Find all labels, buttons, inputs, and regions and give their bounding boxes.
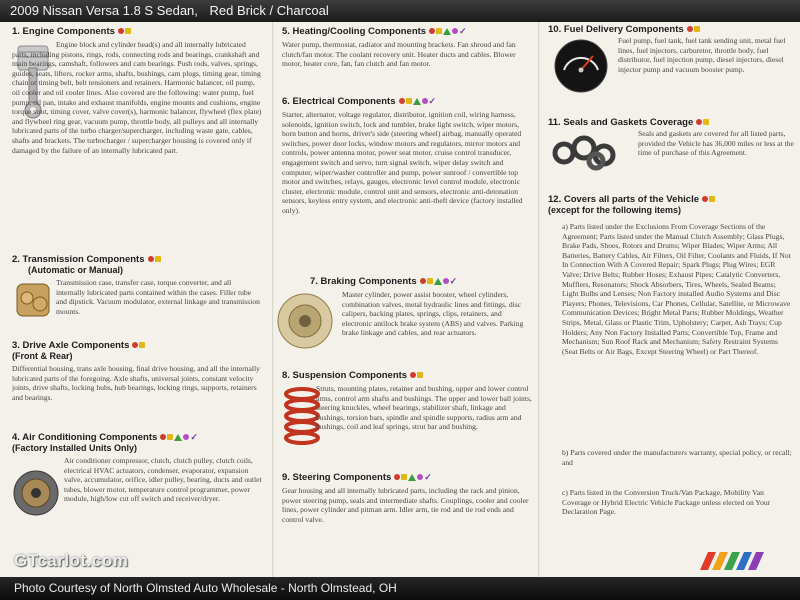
- title-bar: [0, 0, 800, 22]
- air-conditioning-text: Air conditioner compressor, clutch, clutch pulley, clutch coils, electrical HVAC actuators, condenser, evaporator, expansion valve, accumulator, orifice, idler pulley, bearing, ducts and outlet tubes, blower motor, temperature control programmer, power module, high/low cut off switch and receiver/dryer.: [64, 456, 262, 504]
- all-parts-subtitle: (except for the following items): [548, 205, 682, 216]
- braking-title: 7. Braking Components: [310, 276, 417, 288]
- brake-icon: [274, 292, 336, 350]
- seals-title: 11. Seals and Gaskets Coverage: [548, 117, 694, 129]
- seals-icon: [550, 131, 622, 173]
- vehicle-title: 2009 Nissan Versa 1.8 S Sedan,: [10, 3, 198, 18]
- drive-axle-text: Differential housing, trans axle housing, final drive housing, and all the internally lubricated parts of the foregoing. Axle shafts, universal joints, constant velocity joints, drive shafts, locking hubs, hub bearings, locking rings, supports, retainers and bearings.: [12, 364, 260, 402]
- engine-title: 1. Engine Components: [12, 26, 115, 38]
- right-panel: [542, 22, 800, 577]
- seals-text: Seals and gaskets are covered for all listed parts, provided the Vehicle has 36,000 miles or less at the time of purchase of this Agreement.: [638, 129, 794, 158]
- suspension-title: 8. Suspension Components: [282, 370, 408, 382]
- middle-panel: [276, 22, 538, 577]
- all-parts-title: 12. Covers all parts of the Vehicle: [548, 194, 700, 206]
- fuel-gauge-icon: [552, 38, 610, 94]
- left-panel: [0, 22, 272, 577]
- dealer-logo: [700, 552, 772, 570]
- braking-section: 7. Braking Components ✓ Master cylinder, power assist booster, wheel cylinders, combination valves, metal hydraulic lines and fittings, disc calipers, backing plates, springs, clips, retainers, and electronic antilock brake system (ABS) and valves. Parking brake linkage and cables, and rear actuators.: [282, 276, 532, 287]
- fuel-delivery-title: 10. Fuel Delivery Components: [548, 24, 684, 36]
- brochure-photo: [0, 22, 800, 577]
- fuel-delivery-section: [548, 24, 794, 74]
- photo-credit-bar: [0, 577, 800, 600]
- coverage-icons: [118, 26, 132, 37]
- air-conditioning-subtitle: (Factory Installed Units Only): [12, 443, 138, 454]
- steering-text: Gear housing and all internally lubricated parts, including the rack and pinion, power steering pump, seals and intermediate shafts. Couplings, cooler and cooler lines, power cylinder and pitman arm. Idler arm, tie rod and tie rod ends and control valve.: [282, 486, 529, 524]
- drive-axle-title: 3. Drive Axle Components: [12, 340, 130, 352]
- heating-cooling-text: Water pump, thermostat, radiator and mounting brackets. Fan shroud and fan clutch/fan motor. The coolant recovery unit. Heater ducts and cables. Blower motor, heater core, fan, fan clutch and fan motor.: [282, 40, 516, 69]
- air-conditioning-title: 4. Air Conditioning Components: [12, 432, 158, 444]
- exclusion-item-b: b) Parts covered under the manufacturers warranty, special policy, or recall; and: [562, 448, 792, 467]
- braking-text: Master cylinder, power assist booster, wheel cylinders, combination valves, metal hydraulic lines and fittings, disc calipers, backing plates, springs, clips, retainers, and electronic antilock brake system (ABS) and valves. Parking brake linkage and cables, and rear actuators.: [342, 290, 524, 338]
- fuel-delivery-text: Fuel pump, fuel tank, fuel tank sending unit, metal fuel lines, fuel injectors, carburetor, throttle body, fuel distributor, fuel injection pump, diesel injectors, diesel injector pump and vacuum booster pump.: [618, 36, 786, 74]
- vehicle-colors: Red Brick / Charcoal: [209, 3, 329, 18]
- transmission-icon: [14, 278, 52, 322]
- transmission-title: 2. Transmission Components: [12, 254, 145, 266]
- engine-section: [12, 26, 264, 155]
- electrical-text: Starter, alternator, voltage regulator, distributor, ignition coil, wiring harness, solenoids, ignition switch, lock and tumbler, brake light switch, wiper motors, horn button and horns, driver's side (steering wheel) airbag, manually operated switches, power door locks, window motors and regulators, mirror motors and controls, power antenna motor, power seat motor, cruise control transducer, engagement switch and servo, turn signal switch, wiper delay switch and computer, wiper/washer controller and pump, power sunroof / convertible top motor and switches, relays, gauges, electronic level control module, electronic cluster, electronic module, control unit and sensors, electronic anti-detonation sensors, keyless entry system, and electronic anti-theft device (factory installed only).: [282, 110, 523, 215]
- electrical-title: 6. Electrical Components: [282, 96, 396, 108]
- electrical-section: 6. Electrical Components ✓ Starter, alternator, voltage regulator, distributor, ignition coil, wiring harness, solenoids, ignition switch, lock and tumbler, brake light switch, wiper motors, horn button and horns, driver's side (steering wheel) airbag, manually operated switches, power door locks, window motors and regulators, mirror motors and controls, power antenna motor, power seat motor, cruise control transducer, engagement switch and servo, turn signal switch, wiper delay switch and computer, wiper/washer controller and pump, power sunroof / convertible top motor and switches, relays, gauges, electronic level control module, electronic cluster, electronic module, control unit and sensors, electronic anti-detonation sensors, keyless entry system, and electronic anti-theft device (factory installed only).: [282, 96, 532, 107]
- seals-section: [548, 117, 794, 158]
- steering-title: 9. Steering Components: [282, 472, 392, 484]
- air-conditioning-section: 4. Air Conditioning Components ✓ (Factory Installed Units Only) Air conditioner compressor, clutch, clutch pulley, clutch coils, electrical HVAC actuators, condenser, evaporator, expansion valve, accumulator, orifice, idler pulley, bearing, ducts and outlet tubes, blower motor, temperature control programmer, power module, high/low cut off switch and receiver/dryer.: [12, 432, 264, 454]
- compressor-icon: [12, 466, 60, 520]
- drive-axle-subtitle: (Front & Rear): [12, 351, 73, 362]
- all-parts-section: [548, 194, 794, 517]
- steering-section: 9. Steering Components ✓ Gear housing and all internally lubricated parts, including the rack and pinion, power steering pump, seals and intermediate shafts. Couplings, cooler and cooler lines, power cylinder and pitman arm. Idler arm, tie rod and tie rod ends and control valve.: [282, 472, 532, 483]
- heating-cooling-section: 5. Heating/Cooling Components ✓ Water pump, thermostat, radiator and mounting brackets. Fan shroud and fan clutch/fan motor. The coolant recovery unit. Heater ducts and cables. Blower motor, heater core, fan, fan clutch and fan motor.: [282, 26, 532, 37]
- transmission-text: Transmission case, transfer case, torque converter, and all internally lubricated parts contained within the cases. Filler tube and dipstick. Vacuum modulator, external linkage and transmission mounts.: [56, 278, 260, 316]
- photo-credit: Photo Courtesy of North Olmsted Auto Wholesale - North Olmstead, OH: [14, 581, 397, 595]
- fold-line: [538, 22, 540, 577]
- transmission-section: [12, 254, 264, 316]
- suspension-text: Struts, mounting plates, retainer and bushing, upper and lower control arms, control arm shafts and bushings. The upper and lower ball joints, steering knuckles, wheel bearings, stabilizer shaft, linkage and bushings, torsion bars, spindle and spindle supports, radius arm and bushings, coil and leaf springs, strut bar and bushing.: [316, 384, 532, 432]
- drive-axle-section: [12, 340, 264, 402]
- suspension-section: [282, 370, 532, 432]
- engine-text: Engine block and cylinder head(s) and all internally lubricated parts, including pistons, rings, rods, connecting rods and bearings, crankshaft and main bearings, camshaft, followers and cam bearings. Push rods, valves, springs, guides, seats, lifters, rocker arms, shafts, bushings, cam plugs, timing gear, timing chain or timing belt, belt tensioners and retainers. Harmonic balancer, oil pump, oil cooler and oil cooler lines. Also covered are the following: water pump, fuel pump, oil pan, intake and exhaust manifolds, engine mounts and cushions, engine torque strut, timing cover, valve cover(s), harmonic balancer, flywheel (flex plate) and flywheel ring gear, vacuum pump, throttle body, all pulleys and all internally lubricated parts of the turbo charger/supercharger, including waste gate, cables, shafts and brackets. The turbocharger / supercharger housing is covered only if damaged by the failure of an internally lubricated part.: [12, 40, 262, 155]
- transmission-subtitle: (Automatic or Manual): [28, 265, 124, 276]
- exclusion-item-a: a) Parts listed under the Exclusions From Coverage Sections of the Agreement; Parts listed under the Manual Clutch Assembly; Glass Plugs, Brake Pads, Shoes, Rotors and Drums; Wiper Blades; Wiper Arms; All Batteries, Battery Cables, Air Filters, Oil Filter, Coolants and Fluids, If Not In Connection With A Covered Repair; Spark Plugs; Plug Wires; EGR Valve; Drive Belts; Rubber Hoses; Exhaust Pipes; Catalytic Converters, Mufflers, Resonators; Shock Absorbers, Tires, Wheels, Sealed Beams; Light Bulbs and Lenses; Non Factory installed Audio Systems and Disc Players; Phones, Televisions, Car Phones, Cellular, Satellite, or Microwave Communication Devices; Bright Metal Parts; Rubber Moldings, Weather Strips, Metal, Glass or Plastic Trim, Upholstery; Carpet, Ash Trays; Cup Holders; Any Non Factory Installed Parts; Convertible Top, Frame and Mechanism; Sun Roof Rack and Mechanism; Safety Restraint Systems (Seat Belts or Air Bags, Except Steering Wheel) or Part Thereof.: [562, 222, 791, 356]
- heating-cooling-title: 5. Heating/Cooling Components: [282, 26, 427, 38]
- watermark: GTcarlot.com: [14, 551, 129, 570]
- exclusion-item-c: c) Parts listed in the Conversion Truck/Van Package, Mobility Van Coverage or Hybrid Electric Vehicle Package unless elected on Your Declaration Page.: [562, 488, 771, 517]
